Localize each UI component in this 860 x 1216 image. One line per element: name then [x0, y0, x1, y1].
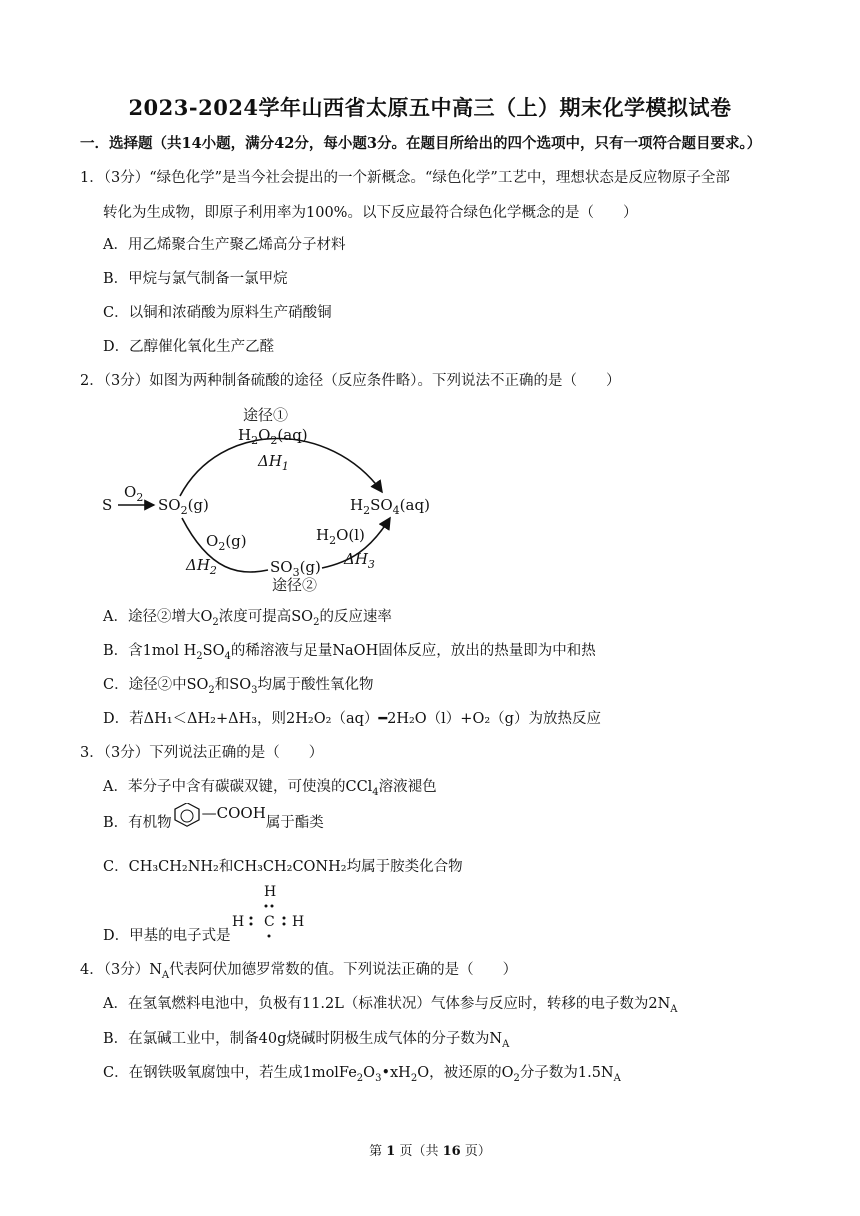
svg-text:H: H [232, 914, 245, 930]
so3-label: $SO_3(g)$ [270, 558, 321, 579]
svg-text:C: C [264, 914, 275, 930]
q3-option-a: A．苯分子中含有碳碳双键，可使溴的CCl$_4$溶液褪色 [103, 779, 437, 798]
q2-option-b: B．含1mol $H_2SO_4$的稀溶液与足量NaOH固体反应，放出的热量即为中和热 [103, 643, 596, 662]
page-footer: 第 1 页（共 16 页） [369, 1144, 491, 1159]
q3-option-c: C．CH₃CH₂NH₂和CH₃CH₂CONH₂均属于胺类化合物 [103, 859, 463, 875]
h2o-reagent: $H_2O(l)$ [316, 526, 365, 547]
q2-option-c: C．途径②中$SO_2$和$SO_3$均属于酸性氧化物 [103, 677, 374, 696]
h2so4-label: $H_2SO_4(aq)$ [350, 496, 430, 517]
q1-option-a: A．用乙烯聚合生产聚乙烯高分子材料 [103, 237, 346, 253]
route1-reagent: $H_2O_2(aq)$ [238, 426, 308, 447]
current-page-number: 1 [386, 1144, 396, 1159]
dh3-label: $\Delta H_3$ [344, 550, 375, 571]
q1-option-d: D．乙醇催化氧化生产乙醛 [103, 339, 275, 355]
q2-option-d: D．若ΔH₁＜ΔH₂+ΔH₃，则2H₂O₂（aq）━2H₂O（l）+O₂（g）为放热反应 [103, 711, 601, 727]
sulfur-label: S [102, 496, 113, 514]
q4-option-a: A．在氢氧燃料电池中，负极有11.2L（标准状况）气体参与反应时，转移的电子数为$2N_A$ [103, 996, 678, 1015]
q3-option-b: B．有机物—COOH属于酯类 [103, 804, 324, 831]
q4-option-b: B．在氯碱工业中，制备40g烧碱时阴极生成气体的分子数为$N_A$ [103, 1031, 510, 1050]
q3-stem: 3．（3分）下列说法正确的是（ ） [80, 745, 324, 761]
o2-reagent-2: $O_2(g)$ [206, 532, 247, 553]
svg-text:H: H [292, 914, 305, 930]
q1-stem-line2: 转化为生成物，即原子利用率为100%。以下反应最符合绿色化学概念的是（ ） [103, 205, 638, 221]
dh2-label: $\Delta H_2$ [186, 556, 217, 577]
benzene-ring-icon [172, 803, 202, 829]
dh1-label: $\Delta H_1$ [258, 452, 289, 473]
page-title: 2023-2024学年山西省太原五中高三（上）期末化学模拟试卷 [128, 95, 732, 120]
so2-label: $SO_2(g)$ [158, 496, 209, 517]
total-page-number: 16 [442, 1144, 461, 1159]
methyl-electron-formula [228, 880, 308, 942]
q2-option-a: A．途径②增大$O_2$浓度可提高$SO_2$的反应速率 [103, 609, 392, 628]
q2-stem: 2．（3分）如图为两种制备硫酸的途径（反应条件略）。下列说法不正确的是（ ） [80, 373, 621, 389]
q4-option-c: C．在钢铁吸氧腐蚀中，若生成$1molFe_2O_3•xH_2O$，被还原的$O_2$分子数为$1.5N_A$ [103, 1065, 621, 1084]
sulfuric-acid-route-diagram [100, 400, 430, 600]
svg-text:H: H [264, 884, 277, 900]
o2-reagent-1: $O_2$ [124, 483, 144, 504]
q1-stem-line1: 1．（3分）“绿色化学”是当今社会提出的一个新概念。“绿色化学”工艺中，理想状态是反应物原子全部 [80, 170, 730, 186]
route1-label: 途径① [243, 406, 289, 424]
q1-option-b: B．甲烷与氯气制备一氯甲烷 [103, 271, 288, 287]
route2-label: 途径② [272, 576, 318, 594]
q1-option-c: C．以铜和浓硝酸为原料生产硝酸铜 [103, 305, 332, 321]
q4-stem: 4．（3分）$N_A$代表阿伏加德罗常数的值。下列说法正确的是（ ） [80, 962, 518, 981]
q3-option-d: D．甲基的电子式是 [103, 928, 231, 944]
section-header: 一．选择题（共14小题，满分42分，每小题3分。在题目所给出的四个选项中，只有一项符合题目要求。） [80, 135, 762, 152]
